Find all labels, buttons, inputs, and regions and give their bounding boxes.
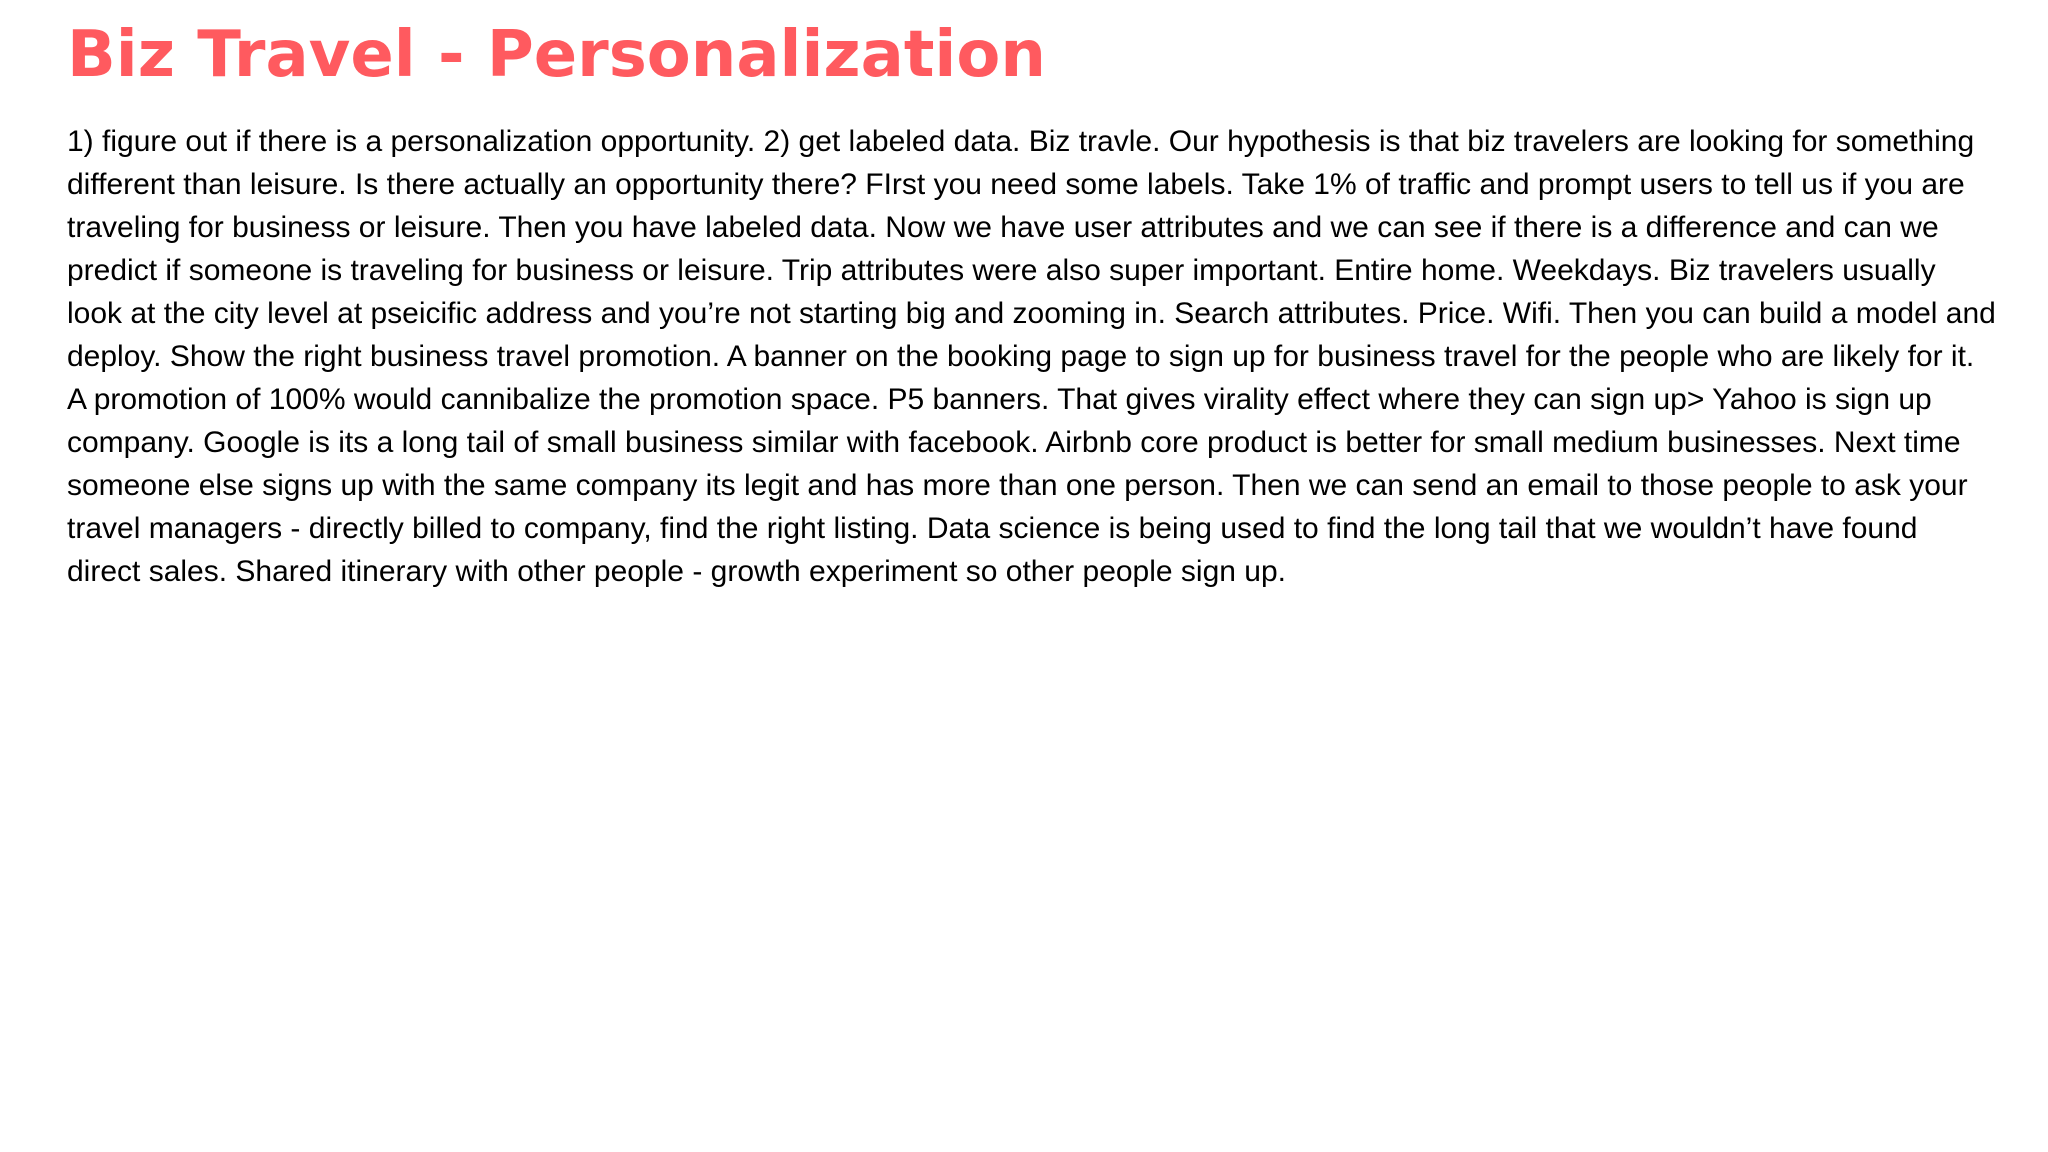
slide-title: Biz Travel - Personalization xyxy=(67,18,1046,92)
slide-body-text: 1) figure out if there is a personalization opportunity. 2) get labeled data. Biz travle. Our hypothesis is that biz travelers are looking for something different than leisure. Is there actually an opportunity there? FIrst you need some labels. Take 1% of traffic and prompt users to tell us if you are traveling for business or leisure. Then you have labeled data. Now we have user attributes and we can see if there is a difference and can we predict if someone is traveling for business or leisure. Trip attributes were also super important. Entire home. Weekdays. Biz travelers usually look at the city level at pseicific address and you’re not starting big and zooming in. Search attributes. Price. Wifi. Then you can build a model and deploy. Show the right business travel promotion. A banner on the booking page to sign up for business travel for the people who are likely for it. A promotion of 100% would cannibalize the promotion space. P5 banners. That gives virality effect where they can sign up> Yahoo is sign up company. Google is its a long tail of small business similar with facebook. Airbnb core product is better for small medium businesses. Next time someone else signs up with the same company its legit and has more than one person. Then we can send an email to those people to ask your travel managers - directly billed to company, find the right listing. Data science is being used to find the long tail that we wouldn’t have found direct sales. Shared itinerary with other people - growth experiment so other people sign up. xyxy=(67,125,1996,588)
